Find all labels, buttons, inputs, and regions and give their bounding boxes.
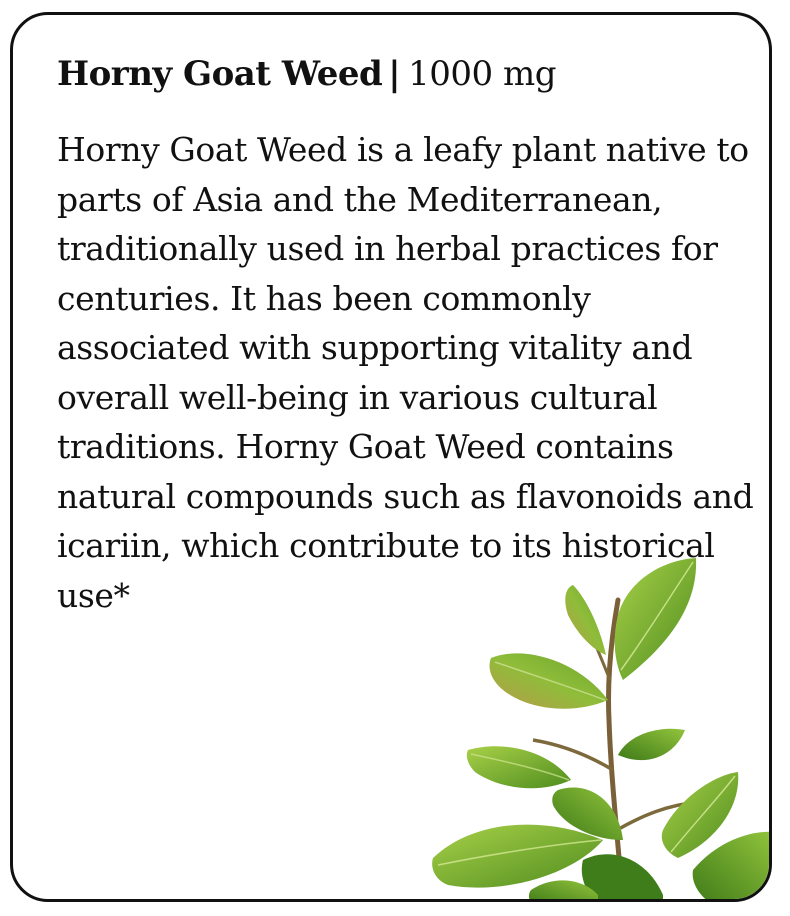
- leaf-bottom-left: [432, 825, 603, 888]
- leaf-upper-left: [490, 653, 609, 708]
- leaf-top-left: [565, 585, 606, 655]
- leaf-mid-left: [467, 746, 571, 788]
- leaf-mid-right: [618, 729, 685, 760]
- ingredient-card: [10, 12, 772, 902]
- product-name: Horny Goat Weed: [57, 54, 383, 94]
- card-title: [57, 51, 556, 97]
- leaf-far-right: [693, 832, 772, 902]
- product-description: Horny Goat Weed is a leafy plant native to parts of Asia and the Mediterranean, traditionally used in herbal practices for centuries. It has been commonly associated with supporting vitality and overall well-being in various cultural traditions. Horny Goat Weed contains natural compounds such as flavonoids and icariin, which contribute to its historical use*: [57, 130, 754, 615]
- title-separator: |: [388, 54, 401, 94]
- plant-image: [413, 540, 772, 902]
- product-dose: 1000 mg: [408, 54, 556, 94]
